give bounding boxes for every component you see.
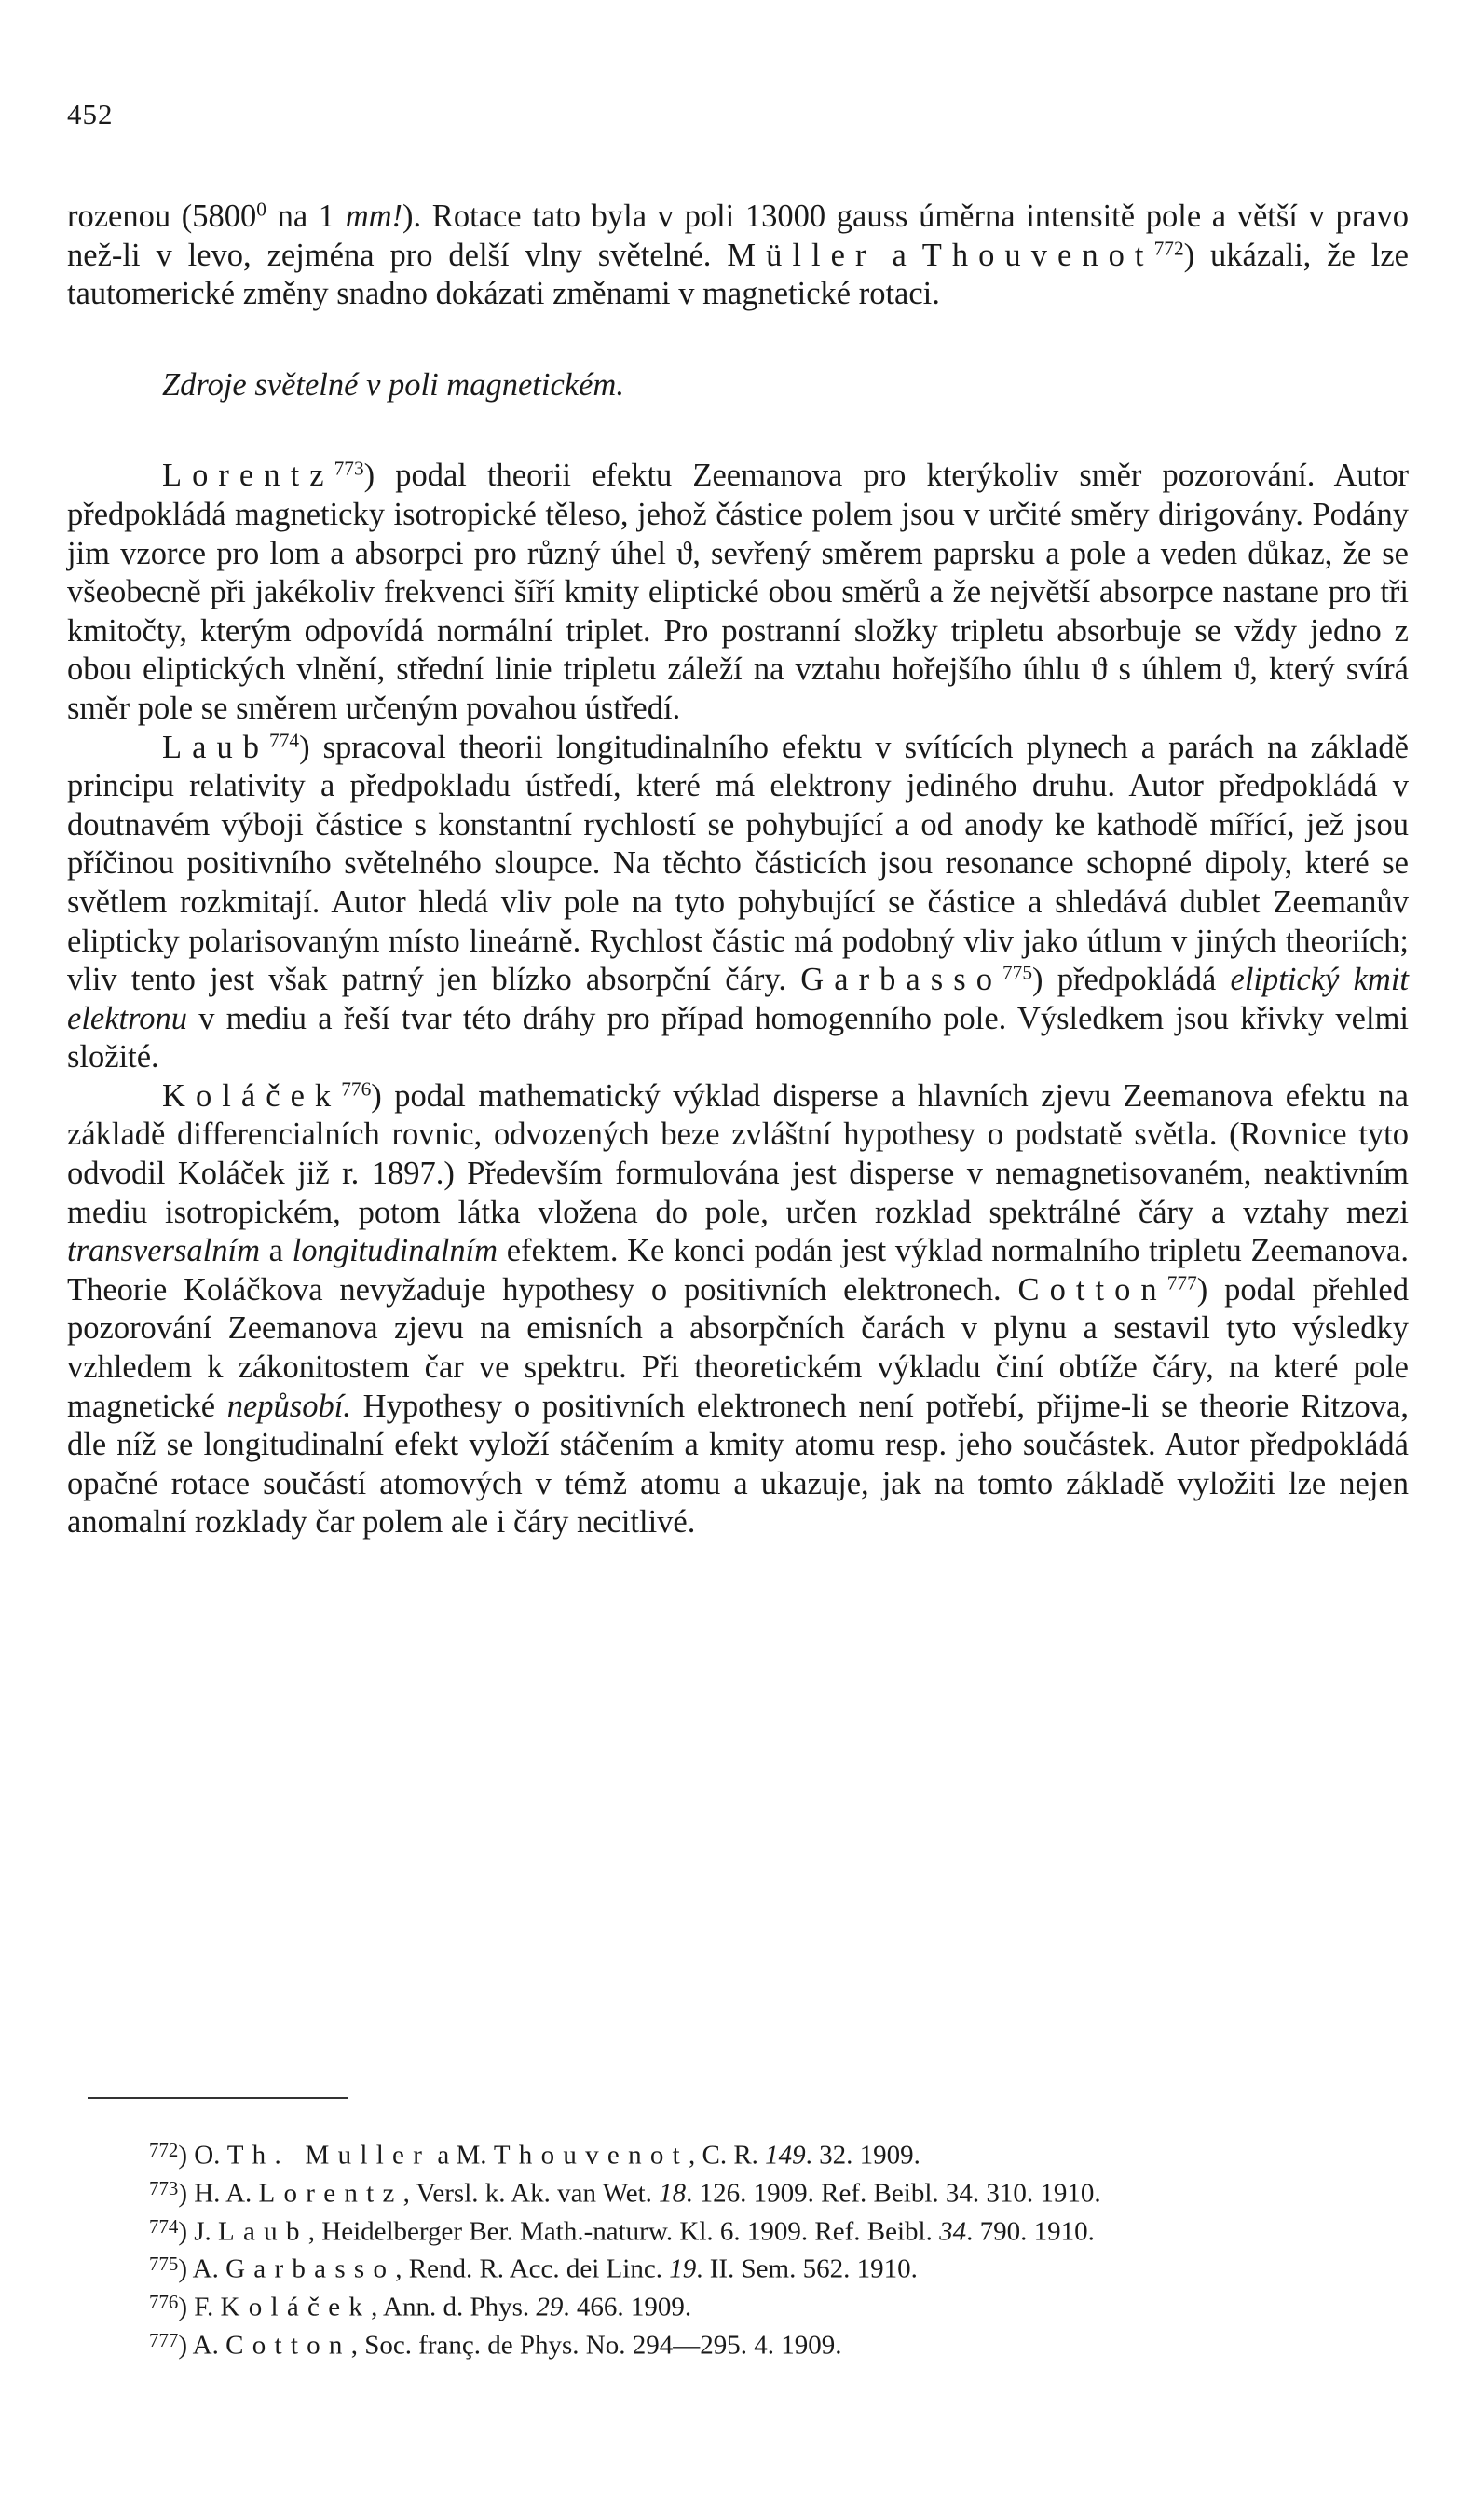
author-name: Müller bbox=[727, 237, 877, 273]
footnote-ref[interactable]: 773 bbox=[334, 457, 364, 480]
author-name: Koláček bbox=[162, 1077, 342, 1114]
paragraph-kolacek: Koláček$^{776}$) podal mathematický výklad disperse a hlavních zjevu Zeemanova efektu na základě differencialních rovnic, odvozených beze zvláštní hypothesy o podstatě světla. (Rovnice tyto odvodil Koláček již r. 1897.) Především formulována jest disperse v nemagnetisovaném, neaktivním mediu isotropickém, potom látka vložena do pole, určen rozklad spektrálné čáry a vztahy mezi transversalním a longitudinalním efektem. Ke konci podán jest výklad normalního tripletu Zeemanova. Theorie Koláčkova nevyžaduje hypothesy o positivních elektronech. Cotton$^{777}$) podal přehled pozorování Zeemanova zjevu na emisních a absorpčních čarách v plynu a sestavil tyto výsledky vzhledem k zákonitostem čar ve spektru. Při theoretickém výkladu činí obtíže čáry, na které pole magnetické nepůsobí. Hypothesy o positivních elektronech není potřebí, přijme-li se theorie Ritzova, dle níž se longitudinalní efekt vyloží stáčením a kmity atomu resp. jeho součástek. Autor předpokládá opačné rotace součástí atomových v témž atomu a ukazuje, jak na tomto základě vyložiti lze nejen anomalní rozklady čar polem ale i čáry necitlivé. bbox=[67, 1077, 1409, 1541]
author-name: Laub bbox=[162, 729, 270, 765]
footnote-ref[interactable]: 777 bbox=[1166, 1271, 1197, 1294]
author-name: Lorentz bbox=[162, 458, 334, 494]
author-name: Cotton bbox=[1017, 1271, 1167, 1308]
author-name: Garbasso bbox=[800, 962, 1002, 998]
footnote-ref[interactable]: 775 bbox=[1002, 961, 1033, 984]
footnote-ref[interactable]: 772 bbox=[1153, 236, 1184, 259]
intro-paragraph: rozenou (5800$^0$ na 1 mm!). Rotace tato byla v poli 13000 gauss úměrna intensitě pole a větší v pravo než-li v levo, zejména pro delší vlny světelné. Müller a Thouvenot$^{772}$) ukázali, že lze tautomerické změny snadno dokázati změnami v magnetické rotaci. bbox=[67, 198, 1409, 312]
page-number: 452 bbox=[67, 98, 114, 130]
paragraph-laub: Laub$^{774}$) spracoval theorii longitudinalního efektu v svítících plynech a parách na základě principu relativity a předpokladu ústředí, které má elektrony jediného druhu. Autor předpokládá v doutnavém výboji částice s konstantní rychlostí se pohybující a od anody ke kathodě mířící, jež jsou příčinou positivního světelného sloupce. Na těchto částicích jsou resonance schopné dipoly, které se světlem rozkmitají. Autor hledá vliv pole na tyto pohybující se částice a shledává dublet Zeemanův elipticky polarisovaným místo lineárně. Rychlost částic má podobný vliv jako útlum v jiných theoriích; vliv tento jest však patrný jen blízko absorpční čáry. Garbasso$^{775}$) předpokládá eliptický kmit elektronu v mediu a řeší tvar této dráhy pro případ homogenního pole. Výsledkem jsou křivky velmi složité. bbox=[67, 728, 1409, 1075]
book-page bbox=[67, 0, 1409, 2520]
paragraph-lorentz: Lorentz$^{773}$) podal theorii efektu Zeemanova pro kterýkoliv směr pozorování. Autor předpokládá magneticky isotropické těleso, jehož částice polem jsou v určité směry dirigovány. Podány jim vzorce pro lom a absorpci pro různý úhel ϑ, sevřený směrem paprsku a pole a veden důkaz, že se všeobecně při jakékoliv frekvenci šíří kmity eliptické obou směrů a že největší absorpce nastane pro tři kmitočty, kterým odpovídá normální triplet. Pro postranní složky tripletu absorbuje se vždy jedno z obou eliptických vlnění, střední linie tripletu záleží na vztahu hořejšího úhlu ϑ s úhlem ϑ, který svírá směr pole se směrem určeným povahou ústředí. bbox=[67, 457, 1409, 726]
footnotes bbox=[67, 2134, 1409, 2362]
body-text bbox=[67, 198, 1409, 1542]
footnote-ref[interactable]: 774 bbox=[269, 728, 300, 751]
footnote: $^{772}$) O. Th. Muller a M. Thouvenot, C. R. 149. 32. 1909. bbox=[149, 2139, 920, 2171]
footnote: $^{776}$) F. Koláček, Ann. d. Phys. 29. 466. 1909. bbox=[149, 2291, 692, 2322]
footnote: $^{777}$) A. Cotton, Soc. franç. de Phys. No. 294—295. 4. 1909. bbox=[149, 2328, 842, 2361]
author-name: Thouvenot bbox=[921, 237, 1154, 273]
footnote-ref[interactable]: 776 bbox=[341, 1077, 372, 1101]
footnote: $^{775}$) A. Garbasso, Rend. R. Acc. dei Linc. 19. II. Sem. 562. 1910. bbox=[149, 2253, 918, 2284]
footnote-divider bbox=[88, 2097, 348, 2099]
section-heading: Zdroje světelné v poli magnetickém. bbox=[162, 366, 624, 403]
footnote: $^{773}$) H. A. Lorentz, Versl. k. Ak. van Wet. 18. 126. 1909. Ref. Beibl. 34. 310. 1910. bbox=[149, 2176, 1101, 2209]
footnote: $^{774}$) J. Laub, Heidelberger Ber. Math.-naturw. Kl. 6. 1909. Ref. Beibl. 34. 790. 1910. bbox=[149, 2214, 1095, 2246]
